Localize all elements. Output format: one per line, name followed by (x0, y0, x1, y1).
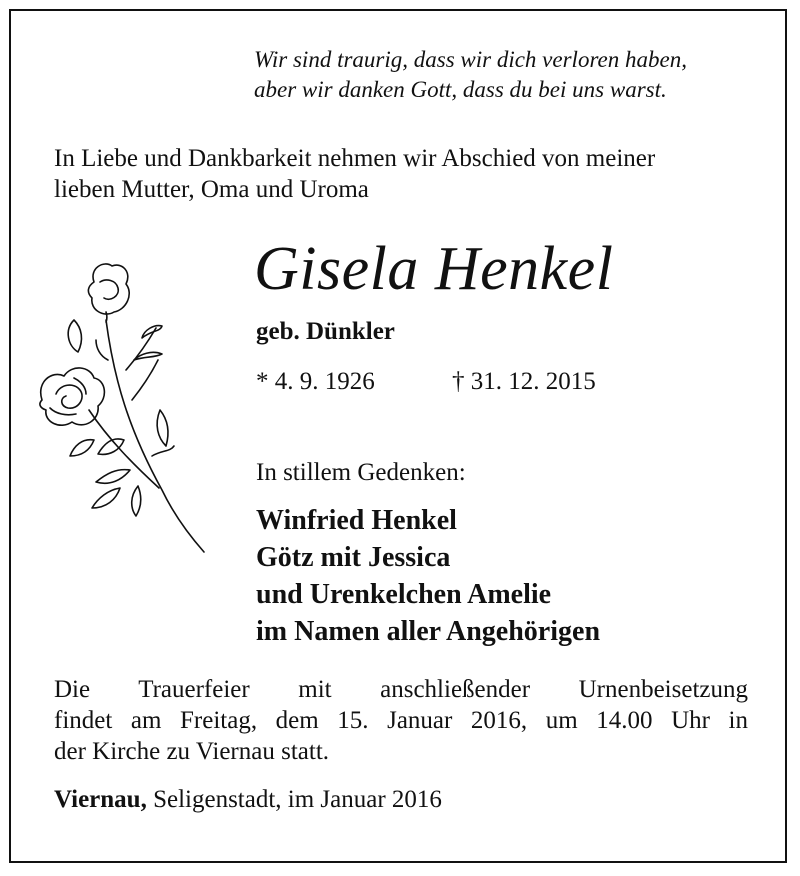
closing-line (54, 786, 442, 814)
birth-date: * 4. 9. 1926 (256, 368, 375, 395)
closing-place: Viernau, (54, 786, 147, 813)
rose-bud-icon (88, 264, 129, 314)
rose-stem-icon (106, 320, 204, 552)
intro-line-1: In Liebe und Dankbarkeit nehmen wir Abschied von meiner (54, 145, 656, 172)
mourner-line: und Urenkelchen Amelie (256, 579, 552, 610)
mourner-line: Winfried Henkel (256, 505, 457, 536)
closing-rest: Seligenstadt, im Januar 2016 (153, 786, 442, 813)
ceremony-text (54, 674, 748, 767)
ceremony-line-2: findet am Freitag, dem 15. Januar 2016, um 14.00 Uhr in (54, 707, 748, 734)
birth-name: geb. Dünkler (256, 318, 395, 345)
intro-line-2: lieben Mutter, Oma und Uroma (54, 176, 369, 203)
death-date: † 31. 12. 2015 (452, 368, 596, 395)
ceremony-line-3: der Kirche zu Viernau statt. (54, 738, 330, 765)
remembrance-label: In stillem Gedenken: (256, 459, 466, 486)
mourners-list (256, 502, 600, 650)
rose-bloom-icon (40, 368, 104, 425)
motto-line-1: Wir sind traurig, dass wir dich verloren haben, (254, 47, 687, 72)
ceremony-line-1: Die Trauerfeier mit anschließender Urnenbeisetzung (54, 676, 748, 703)
intro-text (54, 143, 655, 205)
rose-icon (34, 260, 214, 560)
motto (254, 45, 800, 105)
motto-line-2: aber wir danken Gott, dass du bei uns warst. (254, 77, 667, 102)
deceased-name: Gisela Henkel (254, 235, 614, 303)
mourner-line: Götz mit Jessica (256, 542, 451, 573)
mourner-line: im Namen aller Angehörigen (256, 616, 601, 647)
